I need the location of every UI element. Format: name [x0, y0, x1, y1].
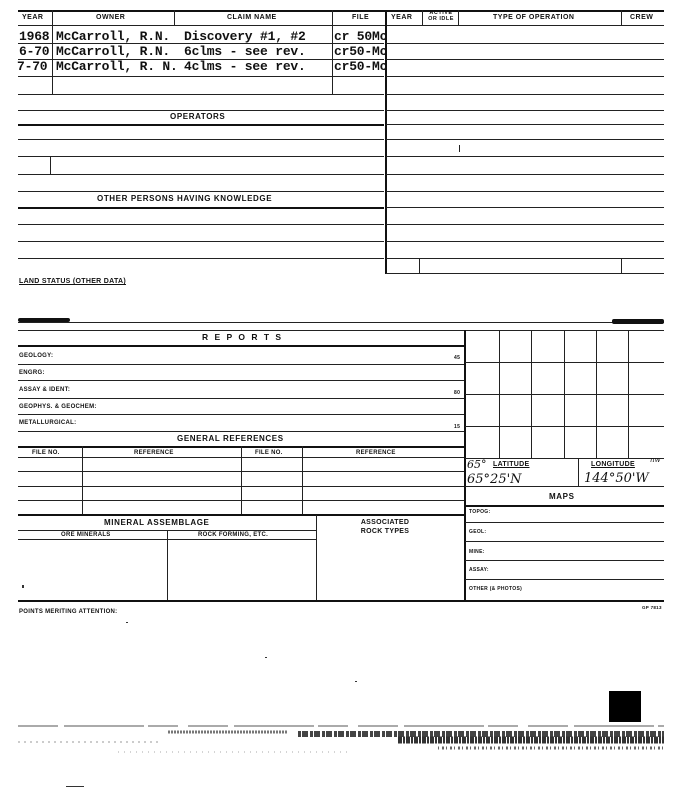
scan-mark — [609, 691, 641, 722]
map-row-label: OTHER (& PHOTOS) — [469, 586, 523, 592]
form-number: GP 7813 — [642, 605, 662, 610]
row-year: 7-70 — [17, 59, 48, 74]
ref-header: FILE NO. — [32, 450, 60, 456]
row-claim: 6clms - see rev. — [184, 44, 306, 59]
report-label: ASSAY & IDENT: — [19, 387, 71, 393]
longitude-value: 144°50'W — [584, 471, 649, 486]
latitude-label: LATITUDE — [493, 461, 530, 468]
scan-noise-band — [18, 722, 664, 762]
report-number: 45 — [454, 355, 461, 361]
header-owner: OWNER — [96, 14, 126, 21]
row-owner: McCarroll, R.N. — [56, 44, 171, 59]
map-row-label: TOPOG: — [469, 509, 491, 515]
report-label: GEOPHYS. & GEOCHEM: — [19, 404, 97, 410]
row-owner: McCarroll, R. N. — [56, 59, 178, 74]
report-number: 15 — [454, 424, 461, 430]
ref-header: FILE NO. — [255, 450, 283, 456]
rock-forming-label: ROCK FORMING, ETC. — [198, 532, 269, 538]
longitude-label: LONGITUDE — [591, 461, 635, 468]
operators-label: OPERATORS — [170, 112, 226, 121]
map-row-label: ASSAY: — [469, 567, 489, 573]
header-claim-name: CLAIM NAME — [227, 14, 277, 21]
row-file: cr 50Mc — [334, 29, 388, 44]
header-file: FILE — [352, 14, 370, 21]
row-claim: 4clms - see rev. — [184, 59, 306, 74]
ref-header: REFERENCE — [134, 450, 174, 456]
general-references-title: GENERAL REFERENCES — [177, 434, 284, 443]
latitude-prefix: 65° — [467, 458, 487, 471]
points-meriting-label: POINTS MERITING ATTENTION: — [19, 609, 118, 615]
report-number: 80 — [454, 390, 461, 396]
map-row-label: GEOL: — [469, 529, 487, 535]
ref-header: REFERENCE — [356, 450, 396, 456]
row-owner: McCarroll, R.N. — [56, 29, 171, 44]
map-row-label: MINE: — [469, 549, 485, 555]
report-label: ENGRG: — [19, 370, 45, 376]
land-status-label: LAND STATUS (OTHER DATA) — [19, 278, 127, 285]
mineral-assemblage-title: MINERAL ASSEMBLAGE — [104, 518, 210, 527]
longitude-note: nw — [650, 456, 661, 464]
report-label: GEOLOGY: — [19, 353, 54, 359]
row-file: cr50-Mc — [334, 44, 388, 59]
associated-rock-types: ASSOCIATED ROCK TYPES — [360, 519, 410, 535]
header-year: YEAR — [22, 14, 44, 21]
scan-noise — [18, 722, 664, 762]
report-label: METALLURGICAL: — [19, 420, 77, 426]
row-year: 6-70 — [19, 44, 50, 59]
latitude-value: 65°25'N — [467, 472, 522, 487]
ore-minerals-label: ORE MINERALS — [61, 532, 111, 538]
row-file: cr50-Mc — [334, 59, 388, 74]
header-year-2: YEAR — [391, 14, 413, 21]
reports-title: R E P O R T S — [202, 332, 284, 342]
header-crew: CREW — [630, 14, 654, 21]
header-type-of-operation: TYPE OF OPERATION — [493, 14, 575, 21]
maps-title: MAPS — [549, 492, 575, 501]
separator-bar — [612, 319, 664, 324]
row-year: 1968 — [19, 29, 50, 44]
row-claim: Discovery #1, #2 — [184, 29, 306, 44]
other-persons-label: OTHER PERSONS HAVING KNOWLEDGE — [97, 194, 273, 203]
header-active-idle: ACTIVE OR IDLE — [428, 10, 454, 22]
